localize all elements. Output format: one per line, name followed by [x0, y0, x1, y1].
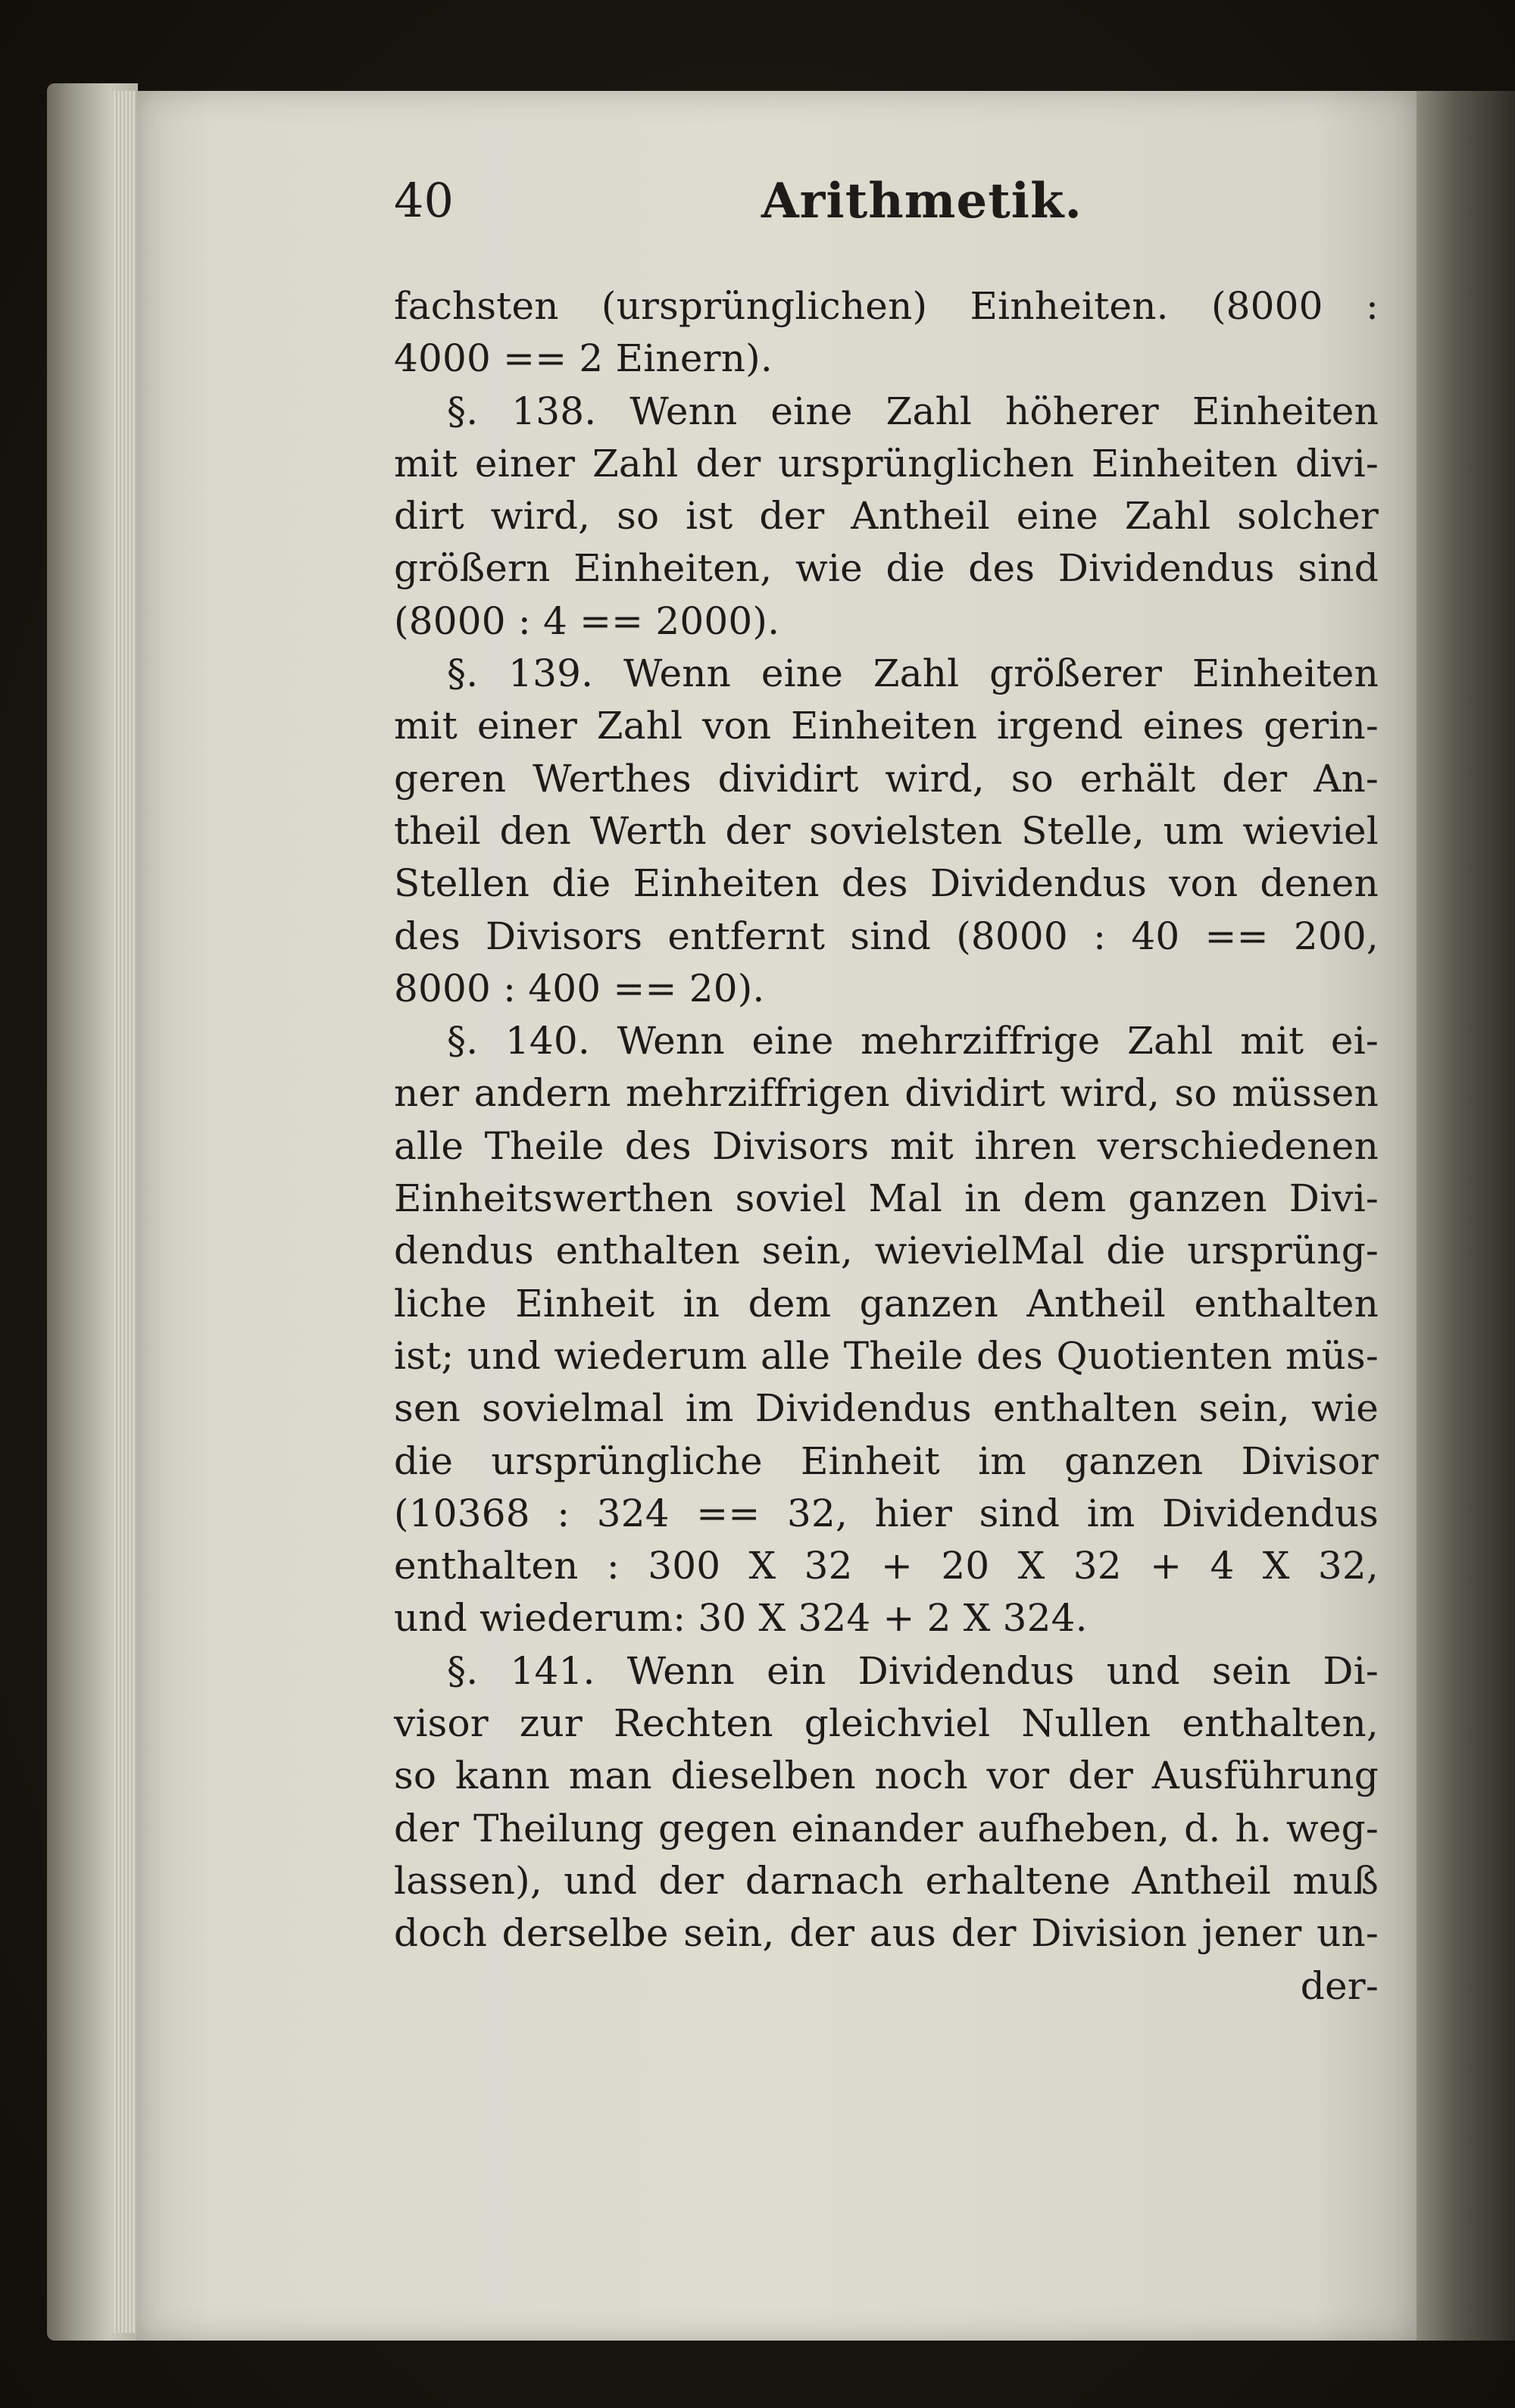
text-line: Einheitswerthen soviel Mal in dem ganzen Divi- — [394, 1176, 1379, 1221]
text-line: alle Theile des Divisors mit ihren verschiedenen — [394, 1123, 1379, 1168]
text-line: ner andern mehrziffrigen dividirt wird, so müssen — [394, 1071, 1379, 1116]
page-number: 40 — [394, 173, 454, 228]
text-line: so kann man dieselben noch vor der Ausführung — [394, 1754, 1379, 1798]
paragraph-140-start: §. 140. Wenn eine mehrziffrige Zahl mit ei- — [447, 1019, 1379, 1063]
text-line: sen sovielmal im Dividendus enthalten sein, wie — [394, 1386, 1379, 1431]
paragraph-141-start: §. 141. Wenn ein Dividendus und sein Di- — [447, 1648, 1379, 1693]
text-line: lassen), und der darnach erhaltene Antheil muß — [394, 1858, 1379, 1903]
text-line: mit einer Zahl von Einheiten irgend eines gerin- — [394, 704, 1379, 748]
text-line: fachsten (ursprünglichen) Einheiten. (8000 : — [394, 284, 1379, 328]
paragraph-139-start: §. 139. Wenn eine Zahl größerer Einheiten — [447, 651, 1379, 696]
running-title: Arithmetik. — [761, 173, 1082, 230]
text-line: die ursprüngliche Einheit im ganzen Divisor — [394, 1438, 1379, 1483]
text-line: ist; und wiederum alle Theile des Quotienten müs- — [394, 1333, 1379, 1378]
book-gutter — [1417, 91, 1515, 2341]
text-line: 8000 : 400 == 20). — [394, 966, 765, 1010]
text-line: doch derselbe sein, der aus der Division jener un- — [394, 1911, 1379, 1956]
page-header — [394, 173, 1379, 241]
text-line: des Divisors entfernt sind (8000 : 40 == 200, — [394, 914, 1379, 958]
text-line: liche Einheit in dem ganzen Antheil enthalten — [394, 1281, 1379, 1326]
text-line: visor zur Rechten gleichviel Nullen enthalten, — [394, 1701, 1379, 1746]
text-line: dirt wird, so ist der Antheil eine Zahl solcher — [394, 494, 1379, 539]
text-line: enthalten : 300 X 32 + 20 X 32 + 4 X 32, — [394, 1544, 1379, 1588]
text-line: dendus enthalten sein, wievielMal die ursprüng- — [394, 1229, 1379, 1273]
text-line: (8000 : 4 == 2000). — [394, 598, 780, 643]
text-line: der Theilung gegen einander aufheben, d. h. weg- — [394, 1806, 1379, 1851]
catchword: der- — [1300, 1963, 1379, 2008]
paragraph-138-start: §. 138. Wenn eine Zahl höherer Einheiten — [447, 389, 1379, 433]
text-line: mit einer Zahl der ursprünglichen Einheiten divi- — [394, 441, 1379, 486]
text-line: Stellen die Einheiten des Dividendus von denen — [394, 861, 1379, 906]
text-line: größern Einheiten, wie die des Dividendus sind — [394, 546, 1379, 591]
text-line: und wiederum: 30 X 324 + 2 X 324. — [394, 1596, 1088, 1641]
text-line: 4000 == 2 Einern). — [394, 336, 773, 381]
text-line: (10368 : 324 == 32, hier sind im Dividendus — [394, 1491, 1379, 1535]
text-line: geren Werthes dividirt wird, so erhält der An- — [394, 756, 1379, 801]
body-text — [394, 280, 1379, 2013]
text-line: theil den Werth der sovielsten Stelle, um wieviel — [394, 808, 1379, 853]
